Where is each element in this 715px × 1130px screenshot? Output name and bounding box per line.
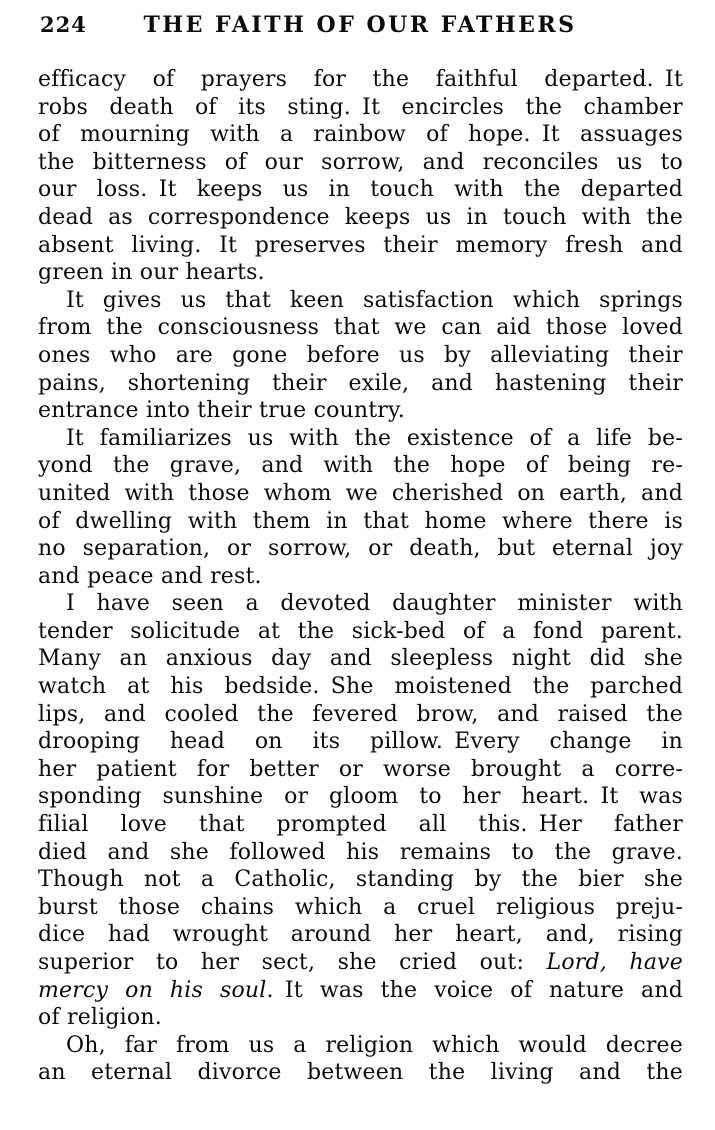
text-line: of religion. [38, 1005, 162, 1031]
text-line: Many an anxious day and sleepless night did she [38, 646, 683, 672]
text-line: entrance into their true country. [38, 398, 405, 424]
text-line: died and she followed his remains to the grave. [38, 839, 683, 865]
text-line: dead as correspondence keeps us in touch with the [38, 204, 683, 230]
text-line: absent living. It preserves their memory fresh and [38, 232, 683, 258]
text-segment: superior to her sect, she cried out: [38, 950, 547, 975]
text-line: from the consciousness that we can aid those loved [38, 315, 683, 341]
text-line: filial love that prompted all this. Her father [38, 812, 683, 838]
text-line: ones who are gone before us by alleviating their [38, 342, 683, 368]
running-title: THE FAITH OF OUR FATHERS [143, 12, 577, 38]
text-line: pains, shortening their exile, and hastening their [38, 370, 683, 396]
text-line: burst those chains which a cruel religious preju- [38, 894, 683, 920]
text-line: It familiarizes us with the existence of a life be- [66, 425, 683, 451]
text-line [38, 949, 683, 977]
text-line: efficacy of prayers for the faithful departed. It [38, 67, 683, 92]
text-line: and peace and rest. [38, 563, 262, 589]
text-line: tender solicitude at the sick-bed of a fond parent. [38, 618, 683, 644]
text-line: robs death of its sting. It encircles the chamber [38, 94, 683, 120]
paragraph [38, 425, 683, 591]
text-line: Though not a Catholic, standing by the bier she [38, 867, 683, 893]
text-line: her patient for better or worse brought a corre- [38, 756, 683, 782]
page-body [38, 66, 683, 1087]
text-line: no separation, or sorrow, or death, but eternal joy [38, 536, 683, 562]
text-line: of mourning with a rainbow of hope. It assuages [38, 122, 683, 148]
text-line: of dwelling with them in that home where there is [38, 508, 683, 534]
text-line: watch at his bedside. She moistened the parched [38, 674, 683, 700]
paragraph [38, 1032, 683, 1087]
text-line: It gives us that keen satisfaction which springs [66, 287, 683, 313]
running-header [38, 12, 682, 42]
text-line: I have seen a devoted daughter minister with [66, 591, 683, 617]
text-segment: . It was the voice of nature and [266, 977, 683, 1003]
paragraph [38, 287, 683, 425]
text-line: the bitterness of our sorrow, and reconciles us to [38, 149, 683, 175]
text-line: an eternal divorce between the living and the [38, 1060, 683, 1086]
italic-text-segment: mercy on his soul [38, 977, 267, 1003]
italic-text-segment: Lord, have [546, 950, 683, 975]
text-line: sponding sunshine or gloom to her heart. It was [38, 784, 683, 810]
page-number: 224 [40, 12, 87, 37]
text-line: dice had wrought around her heart, and, rising [38, 922, 683, 948]
text-line: green in our hearts. [38, 260, 265, 286]
text-line: our loss. It keeps us in touch with the departed [38, 177, 683, 203]
text-line: drooping head on its pillow. Every change in [38, 729, 683, 755]
text-line: Oh, far from us a religion which would decree [66, 1032, 683, 1058]
text-line: united with those whom we cherished on earth, and [38, 480, 683, 506]
paragraph [38, 590, 683, 1032]
text-line: lips, and cooled the fevered brow, and raised the [38, 701, 683, 727]
text-line [38, 977, 683, 1005]
paragraph [38, 66, 683, 287]
text-line: yond the grave, and with the hope of being re- [38, 453, 683, 479]
